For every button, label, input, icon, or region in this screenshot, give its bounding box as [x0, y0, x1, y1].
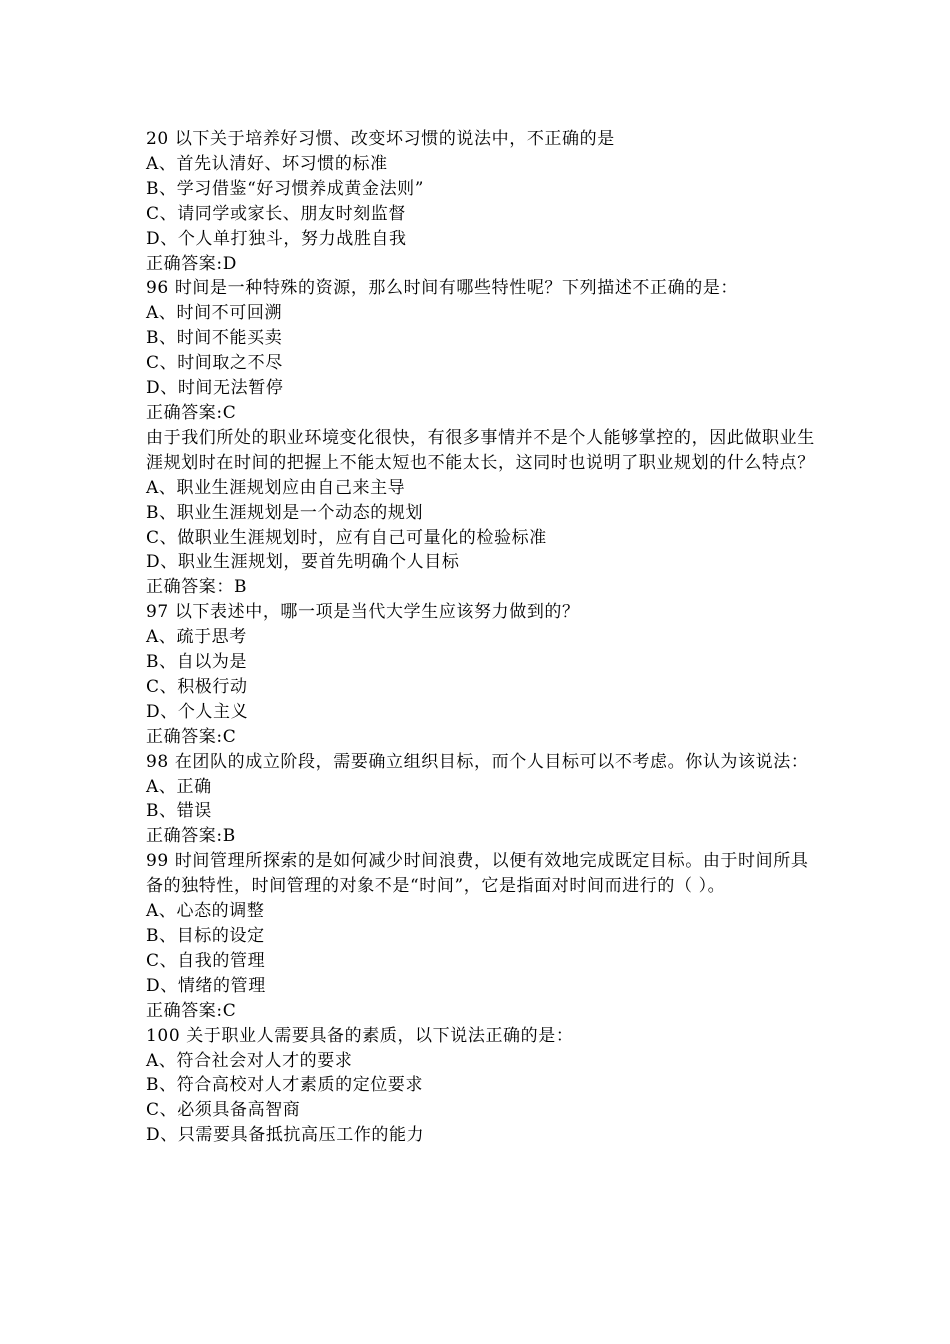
question-stem: 100 关于职业人需要具备的素质，以下说法正确的是： [146, 1025, 574, 1046]
option-c: C、做职业生涯规划时，应有自己可量化的检验标准 [146, 527, 547, 548]
option-b: B、错误 [146, 801, 212, 822]
option-d: D、个人单打独斗，努力战胜自我 [146, 228, 407, 249]
correct-answer: 正确答案:C [146, 402, 237, 423]
option-b: B、自以为是 [146, 652, 248, 673]
question-block [146, 127, 816, 276]
option-b: B、职业生涯规划是一个动态的规划 [146, 502, 424, 523]
question-block [146, 276, 816, 425]
option-a: A、心态的调整 [146, 901, 265, 922]
option-b: B、符合高校对人才素质的定位要求 [146, 1075, 424, 1096]
option-c: C、请同学或家长、朋友时刻监督 [146, 203, 407, 224]
question-stem: 98 在团队的成立阶段，需要确立组织目标，而个人目标可以不考虑。你认为该说法： [146, 751, 809, 772]
question-stem: 96 时间是一种特殊的资源，那么时间有哪些特性呢？下列描述不正确的是： [146, 278, 739, 299]
correct-answer: 正确答案:D [146, 253, 237, 274]
option-a: A、时间不可回溯 [146, 303, 283, 324]
option-a: A、首先认清好、坏习惯的标准 [146, 153, 388, 174]
question-stem: 97 以下表述中，哪一项是当代大学生应该努力做到的？ [146, 602, 580, 623]
option-d: D、个人主义 [146, 701, 249, 722]
option-c: C、自我的管理 [146, 950, 266, 971]
question-block [146, 426, 816, 600]
option-d: D、职业生涯规划，要首先明确个人目标 [146, 552, 460, 573]
option-c: C、必须具备高智商 [146, 1100, 301, 1121]
option-a: A、符合社会对人才的要求 [146, 1050, 353, 1071]
correct-answer: 正确答案:C [146, 726, 237, 747]
question-stem: 99 时间管理所探索的是如何减少时间浪费，以便有效地完成既定目标。由于时间所具备的独特性，时间管理的对象不是“时间”，它是指面对时间而进行的（ ）。 [146, 851, 809, 897]
question-stem: 20 以下关于培养好习惯、改变坏习惯的说法中，不正确的是 [146, 129, 615, 149]
question-block [146, 750, 816, 850]
question-block [146, 1024, 816, 1149]
question-block [146, 849, 816, 1023]
correct-answer: 正确答案:B [146, 826, 236, 847]
option-b: B、时间不能买卖 [146, 328, 283, 349]
question-list [146, 127, 816, 1148]
option-c: C、积极行动 [146, 676, 248, 697]
option-c: C、时间取之不尽 [146, 353, 283, 374]
option-b: B、学习借鉴“好习惯养成黄金法则” [146, 178, 425, 199]
option-d: D、时间无法暂停 [146, 378, 284, 399]
option-a: A、疏于思考 [146, 627, 247, 648]
correct-answer: 正确答案：B [146, 577, 248, 598]
option-a: A、正确 [146, 776, 212, 797]
option-d: D、只需要具备抵抗高压工作的能力 [146, 1125, 425, 1146]
option-b: B、目标的设定 [146, 926, 265, 946]
question-stem: 由于我们所处的职业环境变化很快，有很多事情并不是个人能够掌控的，因此做职业生涯规划时在时间的把握上不能太短也不能太长，这同时也说明了职业规划的什么特点？ [146, 427, 815, 473]
correct-answer: 正确答案:C [146, 1000, 237, 1021]
option-d: D、情绪的管理 [146, 975, 266, 996]
option-a: A、职业生涯规划应由自己来主导 [146, 477, 406, 498]
question-block [146, 600, 816, 749]
